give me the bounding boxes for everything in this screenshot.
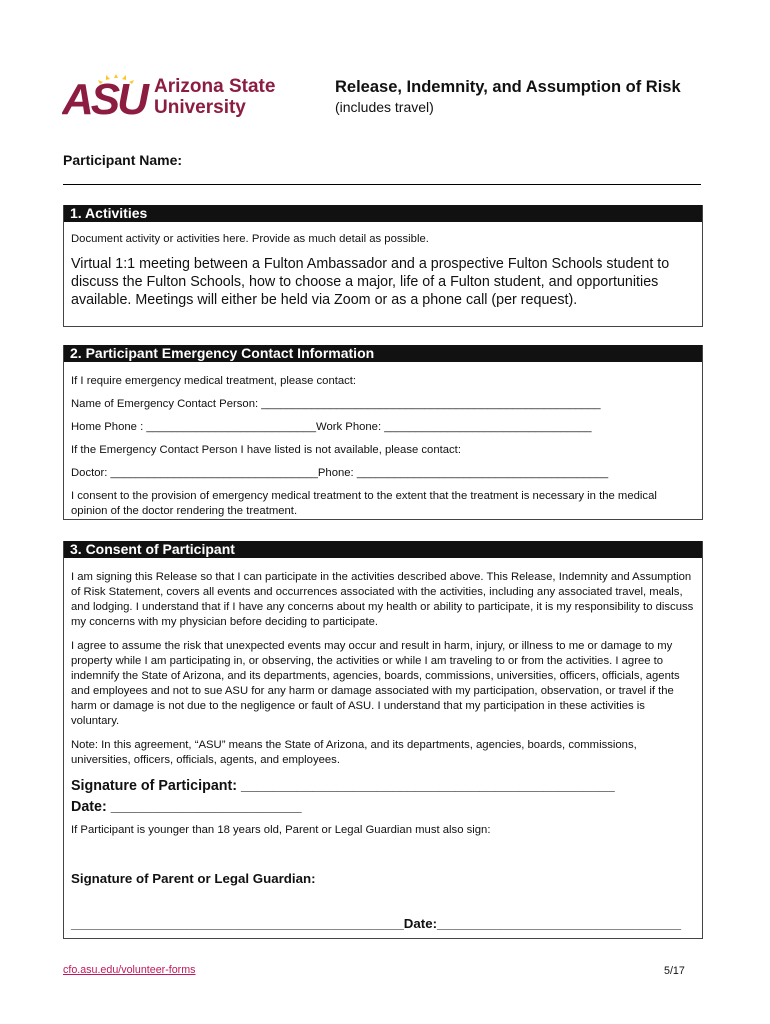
document-title: Release, Indemnity, and Assumption of Risk (335, 78, 681, 96)
guardian-signature-label: Signature of Parent or Legal Guardian: (71, 871, 316, 886)
release-paragraph: I am signing this Release so that I can participate in the activities described above. This Release, Indemnity and Assumption of Risk Statement, covers all events and occurrences associated with the activities, including any associated travel, meals, and lodging. I understand that if I have any concerns about my health or ability to participate, it is my responsibility to discuss my concerns with my physician before deciding to participate. (71, 571, 694, 628)
svg-text:ASU: ASU (62, 75, 146, 120)
phone-fields[interactable]: Home Phone : ___________________________Work Phone: _________________________________ (71, 421, 592, 433)
section-heading: 2. Participant Emergency Contact Information (64, 345, 702, 362)
activities-description-field[interactable]: Virtual 1:1 meeting between a Fulton Ambassador and a prospective Fulton Schools student to discuss the Fulton Schools, how to choose a major, life of a Fulton student, and opportunities available. Meetings will either be held via Zoom or as a phone call (per request). (71, 256, 670, 308)
footer-link[interactable]: cfo.asu.edu/volunteer-forms (63, 964, 196, 976)
emergency-intro: If I require emergency medical treatment, please contact: (71, 375, 357, 387)
activities-section (63, 205, 703, 327)
page-number: 5/17 (664, 965, 685, 977)
svg-text:Arizona State: Arizona State (154, 76, 276, 97)
participant-name-label: Participant Name: (63, 152, 183, 168)
section-heading: 1. Activities (64, 205, 702, 222)
medical-consent-text: I consent to the provision of emergency medical treatment to the extent that the treatment is necessary in the medical opinion of the doctor rendering the treatment. (71, 490, 657, 517)
svg-text:University: University (154, 97, 246, 118)
emergency-contact-section (63, 345, 703, 520)
risk-paragraph: I agree to assume the risk that unexpected events may occur and result in harm, injury, or illness to me or damage to my property while I am participating in, or observing, the activities or while I am traveling to or from the activities. I agree to indemnify the State of Arizona, and its departments, agencies, boards, commissions, universities, officers, officials, agents and employees and not to sue ASU for any harm or damage associated with my participation, observation, or travel if the harm or damage is not due to the negligence or fault of ASU. I understand that my participation in these activities is voluntary. (71, 640, 680, 727)
emergency-contact-name-field[interactable]: Name of Emergency Contact Person: ______________________________________________________ (71, 398, 601, 410)
activities-instructions: Document activity or activities here. Provide as much detail as possible. (71, 233, 429, 245)
date-field[interactable]: Date: ________________________ (71, 799, 302, 815)
asu-definition-note: Note: In this agreement, “ASU” means the State of Arizona, and its departments, agencies, boards, commissions, universities, officers, officials, agents, and employees. (71, 739, 637, 766)
guardian-signature-date-field[interactable]: _____________________________________________Date:_________________________________ (71, 916, 682, 931)
consent-section (63, 541, 703, 939)
minor-signature-note: If Participant is younger than 18 years old, Parent or Legal Guardian must also sign: (71, 824, 491, 836)
participant-signature-field[interactable]: Signature of Participant: _______________________________________________ (71, 778, 615, 794)
alternate-contact-intro: If the Emergency Contact Person I have listed is not available, please contact: (71, 444, 461, 456)
asu-logo (62, 72, 292, 120)
document-subtitle: (includes travel) (335, 99, 434, 115)
section-heading: 3. Consent of Participant (64, 541, 702, 558)
participant-name-field[interactable] (63, 184, 701, 185)
doctor-fields[interactable]: Doctor: _________________________________Phone: ________________________________________ (71, 467, 609, 479)
